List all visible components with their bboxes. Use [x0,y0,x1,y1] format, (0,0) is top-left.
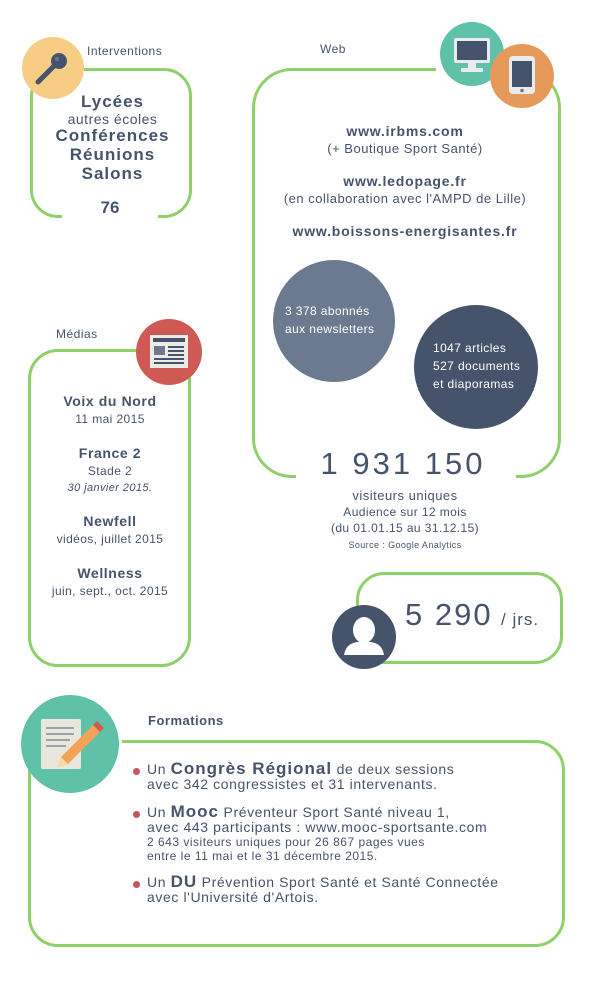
formation-2-highlight: Mooc [170,802,219,821]
interventions-salons: Salons [81,164,144,183]
daily-visitors-number: 5 290 [405,597,493,632]
interventions-reunions: Réunions [69,145,156,164]
articles-line-2: 527 documents [433,359,521,373]
newsletter-stat-circle [273,260,395,382]
media-date-wellness: juin, sept., oct. 2015 [51,584,169,598]
formation-2-line-4: entre le 11 mai et le 31 décembre 2015. [147,849,378,863]
interventions-conferences: Conférences [55,126,170,145]
web-site-boissons: www.boissons-energisantes.fr [292,223,518,239]
media-show-france-2: Stade 2 [87,464,133,478]
formation-1-highlight: Congrès Régional [170,759,333,778]
newsletter-line-2: aux newsletters [285,322,375,336]
source-label: Source : Google Analytics [348,540,462,550]
daily-visitors-unit: / jrs. [501,610,540,629]
newsletter-line-1: 3 378 abonnés [285,304,370,318]
formation-bullet-3 [133,881,140,888]
newspaper-icon [136,319,202,385]
formation-2-rest: Préventeur Sport Santé niveau 1, [223,804,450,820]
user-icon [332,605,396,669]
audience-period: (du 01.01.15 au 31.12.15) [330,521,480,535]
formation-bullet-1 [133,768,140,775]
formation-3-rest: Prévention Sport Santé et Santé Connectée [201,874,499,890]
medias-label: Médias [56,327,98,341]
visitors-number: 1 931 150 [320,446,486,481]
articles-line-1: 1047 articles [433,341,507,355]
pencil-notepad-icon [21,695,119,793]
formation-bullet-2 [133,811,140,818]
formation-3-highlight: DU [170,872,198,891]
formation-1-prefix: Un [147,761,167,777]
interventions-label: Interventions [87,44,163,58]
formation-2-prefix: Un [147,804,167,820]
articles-line-3: et diaporamas [433,377,515,391]
media-title-newfell: Newfell [83,513,137,529]
media-title-france-2: France 2 [78,445,142,461]
web-label: Web [320,42,346,56]
web-site-irbms: www.irbms.com [346,123,464,139]
formations-label: Formations [148,713,224,728]
interventions-autres-ecoles: autres écoles [67,111,158,127]
formation-1-line-2: avec 342 congressistes et 31 intervenants. [147,776,438,792]
articles-stat-circle [414,305,538,429]
media-title-wellness: Wellness [77,565,143,581]
interventions-lycees: Lycées [80,92,145,111]
formation-2-line-2: avec 443 participants : www.mooc-sportsante.com [147,819,488,835]
visitors-label: visiteurs uniques [352,488,458,503]
formation-3-line-2: avec l'Université d'Artois. [147,889,319,905]
media-date-newfell: vidéos, juillet 2015 [56,532,164,546]
media-title-voix-du-nord: Voix du Nord [63,393,157,409]
media-date-france-2: 30 janvier 2015. [67,482,153,494]
audience-label: Audience sur 12 mois [343,505,467,519]
interventions-count: 76 [100,198,120,217]
formation-1-rest: de deux sessions [336,761,455,777]
tablet-icon [490,44,554,108]
web-site-ledopage-note: (en collaboration avec l'AMPD de Lille) [283,191,527,206]
web-site-ledopage: www.ledopage.fr [343,173,467,189]
web-site-irbms-note: (+ Boutique Sport Santé) [327,141,483,156]
microphone-icon [22,37,84,99]
media-date-voix-du-nord: 11 mai 2015 [75,412,145,426]
formation-3-prefix: Un [147,874,167,890]
formation-2-line-3: 2 643 visiteurs uniques pour 26 867 pages vues [147,835,425,849]
